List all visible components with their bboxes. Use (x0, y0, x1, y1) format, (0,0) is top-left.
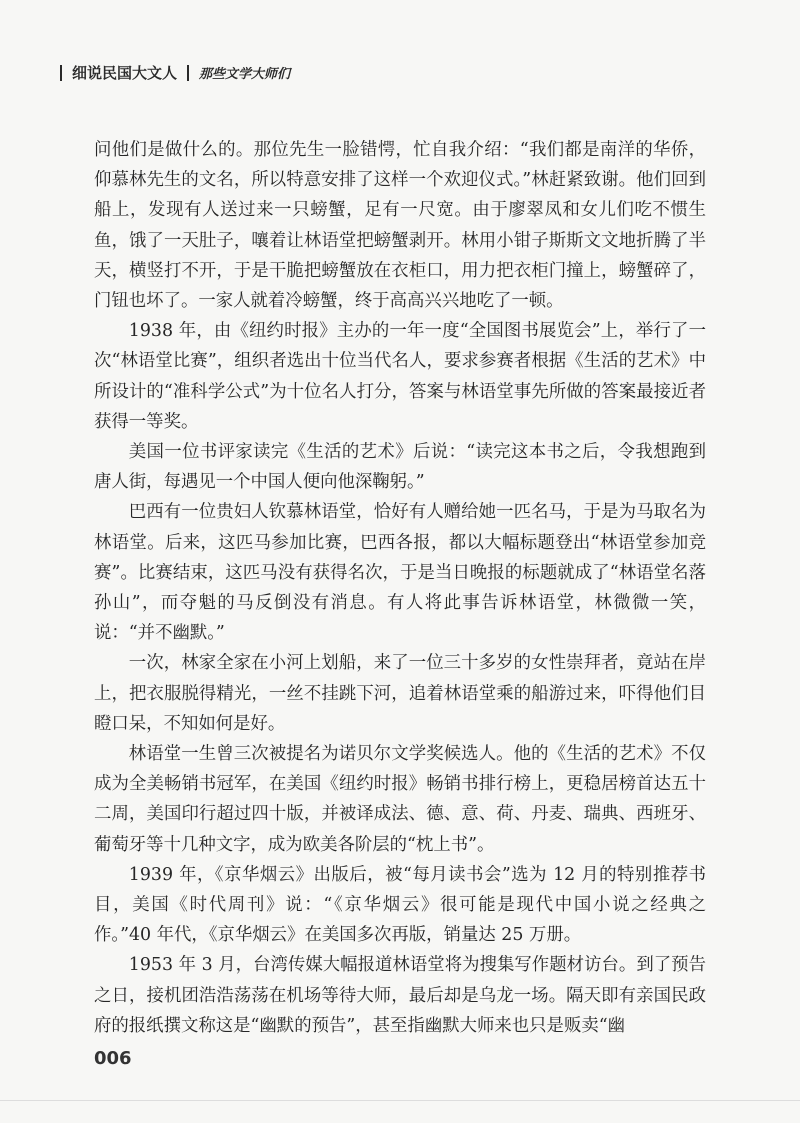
running-header (60, 62, 290, 83)
book-title: 细说民国大文人 (72, 64, 178, 82)
paragraph: 巴西有一位贵妇人钦慕林语堂，恰好有人赠给她一匹名马，于是为马取名为林语堂。后来，这匹马参加比赛，巴西各报，都以大幅标题登出“林语堂参加竞赛”。比赛结束，这匹马没有获得名次，于是当日晚报的标题就成了“林语堂名落孙山”，而夺魁的马反倒没有消息。有人将此事告诉林语堂，林微微一笑，说：“并不幽默。” (94, 502, 706, 644)
paragraph: 一次，林家全家在小河上划船，来了一位三十多岁的女性崇拜者，竟站在岸上，把衣服脱得精光，一丝不挂跳下河，追着林语堂乘的船游过来，吓得他们目瞪口呆，不知如何是好。 (94, 653, 706, 734)
paragraph: 美国一位书评家读完《生活的艺术》后说：“读完这本书之后，令我想跑到唐人街，每遇见一个中国人便向他深鞠躬。” (94, 442, 706, 493)
header-divider (187, 65, 189, 81)
paragraph-continued: 问他们是做什么的。那位先生一脸错愕，忙自我介绍：“我们都是南洋的华侨，仰慕林先生的文名，所以特意安排了这样一个欢迎仪式。”林赶紧致谢。他们回到船上，发现有人送过来一只螃蟹，足有一尺宽。由于廖翠凤和女儿们吃不惯生鱼，饿了一天肚子，嚷着让林语堂把螃蟹剥开。林用小钳子斯斯文文地折腾了半天，横竖打不开，于是干脆把螃蟹放在衣柜口，用力把衣柜门撞上，螃蟹碎了，门钮也坏了。一家人就着冷螃蟹，终于高高兴兴地吃了一顿。 (94, 140, 706, 312)
page-number: 006 (94, 1048, 132, 1069)
paragraph: 1938 年，由《纽约时报》主办的一年一度“全国图书展览会”上，举行了一次“林语堂比赛”，组织者选出十位当代名人，要求参赛者根据《生活的艺术》中所设计的“准科学公式”为十位名人打分，答案与林语堂事先所做的答案最接近者获得一等奖。 (94, 321, 706, 432)
paragraph: 1939 年，《京华烟云》出版后，被“每月读书会”选为 12 月的特别推荐书目，美国《时代周刊》说：“《京华烟云》很可能是现代中国小说之经典之作。”40 年代，《京华烟云》在美国多次再版，销量达 25 万册。 (94, 864, 706, 946)
body-text (94, 135, 706, 1041)
page-edge-line (0, 1100, 800, 1101)
paragraph: 1953 年 3 月，台湾传媒大幅报道林语堂将为搜集写作题材访台。到了预告之日，接机团浩浩荡荡在机场等待大师，最后却是乌龙一场。隔天即有亲国民政府的报纸撰文称这是“幽默的预告”，甚至指幽默大师来也只是贩卖“幽 (94, 955, 706, 1036)
header-divider (60, 65, 62, 81)
book-subtitle: 那些文学大师们 (199, 67, 291, 82)
paragraph: 林语堂一生曾三次被提名为诺贝尔文学奖候选人。他的《生活的艺术》不仅成为全美畅销书冠军，在美国《纽约时报》畅销书排行榜上，更稳居榜首达五十二周，美国印行超过四十版，并被译成法、德、意、荷、丹麦、瑞典、西班牙、葡萄牙等十几种文字，成为欧美各阶层的“枕上书”。 (94, 744, 706, 855)
